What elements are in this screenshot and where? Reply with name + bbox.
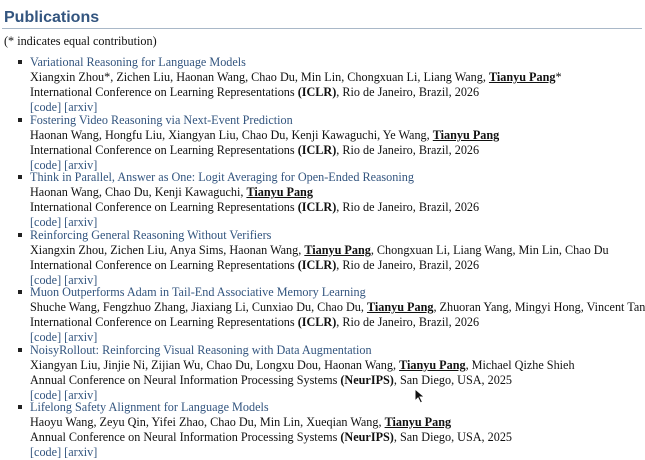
venue-abbrev: (ICLR) xyxy=(297,85,337,99)
authors-text: * xyxy=(555,70,562,84)
venue-name: International Conference on Learning Representations xyxy=(30,315,298,329)
venue-location: , Rio de Janeiro, Brazil, 2026 xyxy=(336,200,480,214)
publication-item xyxy=(0,343,645,401)
publication-authors xyxy=(30,70,645,85)
publication-venue xyxy=(30,373,645,388)
square-bullet-icon xyxy=(18,175,22,179)
publication-title-link[interactable]: Muon Outperforms Adam in Tail-End Associative Memory Learning xyxy=(30,285,366,299)
section-title: Publications xyxy=(4,9,100,26)
publication-authors xyxy=(30,185,645,200)
publication-title-link[interactable]: NoisyRollout: Reinforcing Visual Reasoning with Data Augmentation xyxy=(30,342,372,357)
publication-item xyxy=(0,400,645,458)
publication-venue xyxy=(30,315,645,330)
square-bullet-icon xyxy=(18,60,22,64)
code-link[interactable]: [code] xyxy=(30,445,62,459)
venue-location: , San Diego, USA, 2025 xyxy=(393,372,513,387)
highlighted-author: Tianyu Pang xyxy=(488,70,556,84)
publication-item xyxy=(0,170,645,228)
code-link[interactable]: [code] xyxy=(30,330,62,344)
publication-title-link[interactable]: Variational Reasoning for Language Models xyxy=(30,55,246,69)
equal-contribution-note: (* indicates equal contribution) xyxy=(4,34,157,48)
square-bullet-icon xyxy=(18,405,22,409)
venue-name: International Conference on Learning Representations xyxy=(30,85,298,99)
venue-name: International Conference on Learning Representations xyxy=(30,142,298,157)
authors-text: Xiangxin Zhou, Zichen Liu, Anya Sims, Haonan Wang, xyxy=(30,242,305,257)
venue-abbrev: (NeurIPS) xyxy=(340,372,394,387)
arxiv-link[interactable]: [arxiv] xyxy=(64,157,98,172)
arxiv-link[interactable]: [arxiv] xyxy=(64,272,98,287)
authors-text: , Zhuoran Yang, Mingyi Hong, Vincent Tan xyxy=(433,300,645,314)
venue-abbrev: (ICLR) xyxy=(297,257,337,272)
venue-abbrev: (ICLR) xyxy=(297,315,337,329)
authors-text: Xiangyan Liu, Jinjie Ni, Zijian Wu, Chao Du, Longxu Dou, Haonan Wang, xyxy=(30,357,400,372)
arxiv-link[interactable]: [arxiv] xyxy=(64,215,98,229)
publication-authors xyxy=(30,415,645,430)
publication-links xyxy=(30,445,645,460)
arxiv-link[interactable]: [arxiv] xyxy=(64,330,98,344)
section-divider xyxy=(2,28,642,29)
venue-location: , San Diego, USA, 2025 xyxy=(393,430,513,444)
authors-text: Haoyu Wang, Zeyu Qin, Yifei Zhao, Chao Du, Min Lin, Xueqian Wang, xyxy=(30,415,385,429)
highlighted-author: Tianyu Pang xyxy=(384,415,452,429)
arxiv-link[interactable]: [arxiv] xyxy=(64,100,98,114)
publication-item xyxy=(0,285,645,343)
code-link[interactable]: [code] xyxy=(30,100,62,114)
publication-item xyxy=(0,113,645,171)
arxiv-link[interactable]: [arxiv] xyxy=(64,387,98,402)
publication-list xyxy=(0,55,645,458)
publication-title-link[interactable]: Think in Parallel, Answer as One: Logit Averaging for Open-Ended Reasoning xyxy=(30,170,414,184)
code-link[interactable]: [code] xyxy=(30,387,62,402)
publication-venue xyxy=(30,200,645,215)
highlighted-author: Tianyu Pang xyxy=(432,127,500,142)
publication-title-link[interactable]: Fostering Video Reasoning via Next-Event Prediction xyxy=(30,112,293,127)
square-bullet-icon xyxy=(18,290,22,294)
publication-title-link[interactable]: Lifelong Safety Alignment for Language Models xyxy=(30,400,269,414)
publication-authors xyxy=(30,358,645,373)
highlighted-author: Tianyu Pang xyxy=(399,357,466,372)
venue-name: International Conference on Learning Representations xyxy=(30,200,298,214)
publication-item xyxy=(0,55,645,113)
venue-location: , Rio de Janeiro, Brazil, 2026 xyxy=(336,315,480,329)
venue-location: , Rio de Janeiro, Brazil, 2026 xyxy=(336,142,480,157)
code-link[interactable]: [code] xyxy=(30,215,62,229)
publication-venue xyxy=(30,430,645,445)
authors-text: Haonan Wang, Chao Du, Kenji Kawaguchi, xyxy=(30,185,247,199)
publication-item xyxy=(0,228,645,286)
publication-venue xyxy=(30,143,645,158)
code-link[interactable]: [code] xyxy=(30,272,62,287)
highlighted-author: Tianyu Pang xyxy=(366,300,434,314)
authors-text: Shuche Wang, Fengzhuo Zhang, Jiaxiang Li, Cunxiao Du, Chao Du, xyxy=(30,300,367,314)
venue-name: Annual Conference on Neural Information Processing Systems xyxy=(30,430,341,444)
highlighted-author: Tianyu Pang xyxy=(246,185,313,199)
publication-authors xyxy=(30,128,645,143)
venue-location: , Rio de Janeiro, Brazil, 2026 xyxy=(336,85,480,99)
publication-authors xyxy=(30,243,645,258)
venue-name: International Conference on Learning Representations xyxy=(30,257,298,272)
authors-text: Xiangxin Zhou*, Zichen Liu, Haonan Wang, Chao Du, Min Lin, Chongxuan Li, Liang Wang, xyxy=(30,70,489,84)
venue-name: Annual Conference on Neural Information Processing Systems xyxy=(30,372,341,387)
arxiv-link[interactable]: [arxiv] xyxy=(64,445,98,459)
square-bullet-icon xyxy=(18,348,22,352)
venue-abbrev: (ICLR) xyxy=(297,142,337,157)
venue-abbrev: (NeurIPS) xyxy=(340,430,394,444)
venue-location: , Rio de Janeiro, Brazil, 2026 xyxy=(336,257,480,272)
mouse-pointer-icon xyxy=(414,388,426,404)
code-link[interactable]: [code] xyxy=(30,157,62,172)
authors-text: , Michael Qizhe Shieh xyxy=(465,357,575,372)
highlighted-author: Tianyu Pang xyxy=(304,242,371,257)
authors-text: Haonan Wang, Hongfu Liu, Xiangyan Liu, Chao Du, Kenji Kawaguchi, Ye Wang, xyxy=(30,127,433,142)
publication-title-link[interactable]: Reinforcing General Reasoning Without Verifiers xyxy=(30,227,272,242)
square-bullet-icon xyxy=(18,233,22,237)
publication-venue xyxy=(30,258,645,273)
publication-authors xyxy=(30,300,645,315)
square-bullet-icon xyxy=(18,118,22,122)
publication-venue xyxy=(30,85,645,100)
venue-abbrev: (ICLR) xyxy=(297,200,337,214)
authors-text: , Chongxuan Li, Liang Wang, Min Lin, Chao Du xyxy=(370,242,609,257)
